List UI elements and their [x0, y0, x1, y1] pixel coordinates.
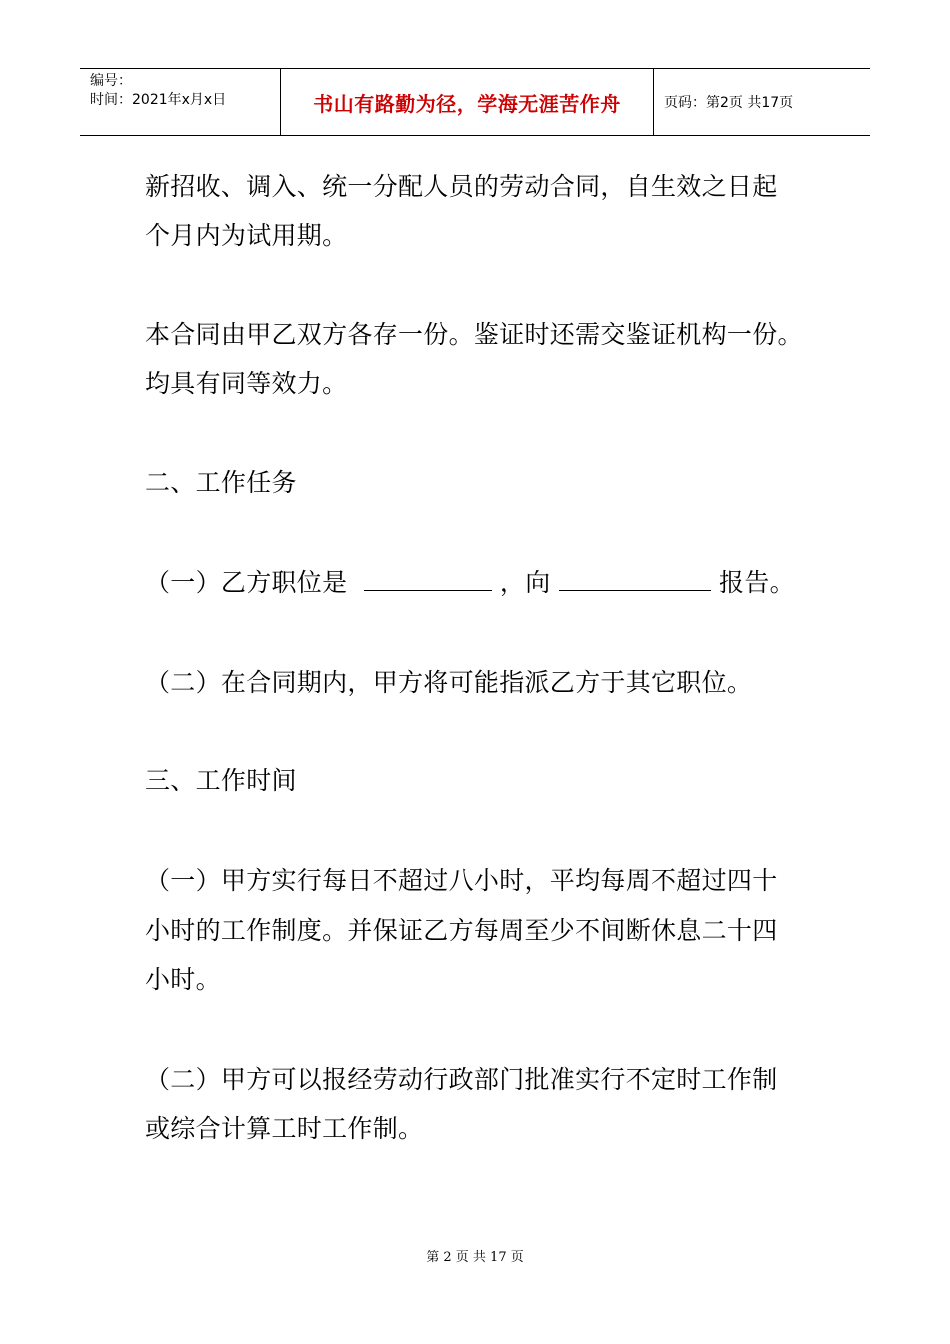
- paragraph-line: （二）甲方可以报经劳动行政部门批准实行不定时工作制: [145, 1065, 778, 1094]
- position-clause: [145, 568, 795, 598]
- page-header: [80, 68, 870, 136]
- paragraph-line: （二）在合同期内，甲方将可能指派乙方于其它职位。: [145, 668, 753, 697]
- paragraph-line: 小时的工作制度。并保证乙方每周至少不间断休息二十四: [145, 916, 778, 945]
- header-meta-cell: [80, 69, 281, 135]
- header-motto: 书山有路勤为径，学海无涯苦作舟: [281, 69, 654, 135]
- section-heading: 二、工作任务: [145, 468, 297, 497]
- report-to-blank: [559, 568, 711, 591]
- document-number-label: 编号：: [90, 73, 132, 89]
- paragraph-line: 小时。: [145, 965, 221, 994]
- document-date: 时间：2021年x月x日: [90, 92, 227, 108]
- paragraph-line: （一）甲方实行每日不超过八小时，平均每周不超过四十: [145, 866, 778, 895]
- section-heading: 三、工作时间: [145, 766, 297, 795]
- paragraph-line: 新招收、调入、统一分配人员的劳动合同，自生效之日起: [145, 172, 778, 201]
- header-page-info: 页码：第2页 共17页: [664, 95, 794, 111]
- paragraph-line: 本合同由甲乙双方各存一份。鉴证时还需交鉴证机构一份。: [145, 320, 803, 349]
- paragraph-line: 个月内为试用期。: [145, 221, 348, 250]
- clause-text: ，向: [499, 568, 551, 597]
- paragraph-line: 均具有同等效力。: [145, 369, 348, 398]
- page-footer: 第 2 页 共 17 页: [426, 1250, 524, 1265]
- clause-text: 报告。: [719, 568, 795, 597]
- position-blank: [364, 568, 492, 591]
- paragraph-line: 或综合计算工时工作制。: [145, 1114, 424, 1143]
- clause-text: （一）乙方职位是: [145, 568, 348, 597]
